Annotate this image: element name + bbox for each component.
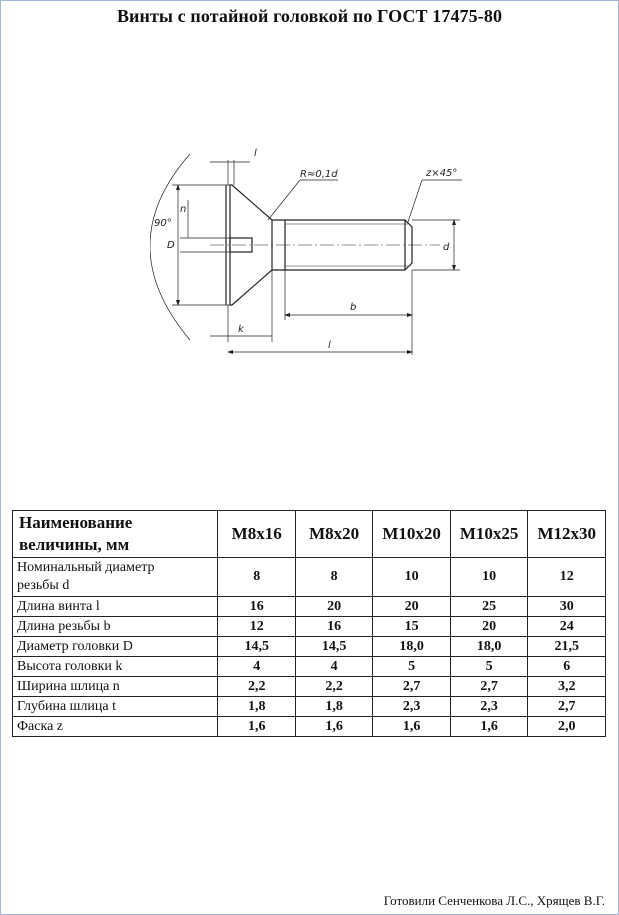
table-cell: 30	[528, 597, 606, 617]
table-header-row	[13, 511, 606, 558]
table-cell: 2,3	[450, 697, 528, 717]
table-cell: 2,0	[528, 717, 606, 737]
label-k: k	[238, 324, 244, 335]
table-row	[13, 697, 606, 717]
table-cell: 10	[450, 558, 528, 597]
table-cell: 4	[218, 657, 295, 677]
table-cell: 4	[295, 657, 372, 677]
header-size: M8x20	[295, 511, 372, 558]
table-cell: 3,2	[528, 677, 606, 697]
chamfer-leader	[408, 180, 422, 222]
label-n: n	[180, 204, 187, 215]
screw-drawing	[150, 140, 480, 370]
table-row	[13, 597, 606, 617]
table-cell: 16	[295, 617, 372, 637]
table-row	[13, 637, 606, 657]
page-title: Винты с потайной головкой по ГОСТ 17475-80	[116, 6, 503, 26]
table-cell: 12	[218, 617, 295, 637]
table-cell: 18,0	[450, 637, 528, 657]
table-cell: 21,5	[528, 637, 606, 657]
row-label: Фаска z	[13, 717, 218, 737]
table-cell: 20	[295, 597, 372, 617]
table-cell: 1,6	[295, 717, 372, 737]
header-param	[13, 511, 218, 558]
row-label: Высота головки k	[13, 657, 218, 677]
table-row	[13, 657, 606, 677]
table-cell: 8	[218, 558, 295, 597]
arrow-l-left	[227, 350, 233, 354]
table-cell: 18,0	[373, 637, 451, 657]
label-b: b	[350, 302, 357, 313]
label-radius: R≈0,1d	[300, 169, 338, 180]
table-row	[13, 677, 606, 697]
table-cell: 2,2	[295, 677, 372, 697]
table-cell: 14,5	[218, 637, 295, 657]
row-label-line2: резьбы d	[17, 578, 70, 593]
table-cell: 16	[218, 597, 295, 617]
row-label: Длина резьбы b	[13, 617, 218, 637]
row-label-line1: Номинальный диаметр	[17, 560, 155, 575]
header-size: M12x30	[528, 511, 606, 558]
row-label	[13, 558, 218, 597]
table-row	[13, 558, 606, 597]
table-cell: 25	[450, 597, 528, 617]
row-label: Глубина шлица t	[13, 697, 218, 717]
screw-drawing-svg	[150, 140, 480, 370]
table-cell: 6	[528, 657, 606, 677]
footer-credits: Готовили Сенченкова Л.С., Хрящев В.Г.	[383, 893, 605, 908]
table-cell: 1,8	[218, 697, 295, 717]
row-label: Ширина шлица n	[13, 677, 218, 697]
table-cell: 8	[295, 558, 372, 597]
table-cell: 5	[450, 657, 528, 677]
label-d: d	[443, 242, 450, 253]
table-row	[13, 617, 606, 637]
table-cell: 2,3	[373, 697, 451, 717]
header-size: M8x16	[218, 511, 295, 558]
table-cell: 14,5	[295, 637, 372, 657]
table-cell: 12	[528, 558, 606, 597]
label-D: D	[167, 240, 175, 251]
table-cell: 5	[373, 657, 451, 677]
label-l-top: l	[254, 148, 257, 159]
header-param-line2: величины, мм	[19, 535, 130, 554]
table-cell: 24	[528, 617, 606, 637]
header-size: M10x20	[373, 511, 451, 558]
table-cell: 1,8	[295, 697, 372, 717]
table-cell: 1,6	[450, 717, 528, 737]
row-label: Диаметр головки D	[13, 637, 218, 657]
radius-leader	[268, 180, 300, 220]
screw-specs-table	[12, 510, 606, 737]
table-cell: 1,6	[218, 717, 295, 737]
label-angle: 90°	[154, 218, 172, 229]
table-row	[13, 717, 606, 737]
table-cell: 2,7	[373, 677, 451, 697]
row-label: Длина винта l	[13, 597, 218, 617]
table-cell: 2,2	[218, 677, 295, 697]
table-cell: 20	[373, 597, 451, 617]
label-l-bottom: l	[328, 340, 331, 351]
table-cell: 20	[450, 617, 528, 637]
label-chamfer: z×45°	[426, 168, 458, 179]
header-size: M10x25	[450, 511, 528, 558]
table-cell: 1,6	[373, 717, 451, 737]
table-cell: 2,7	[450, 677, 528, 697]
table-cell: 15	[373, 617, 451, 637]
header-param-line1: Наименование	[19, 513, 133, 532]
table-cell: 10	[373, 558, 451, 597]
table-cell: 2,7	[528, 697, 606, 717]
